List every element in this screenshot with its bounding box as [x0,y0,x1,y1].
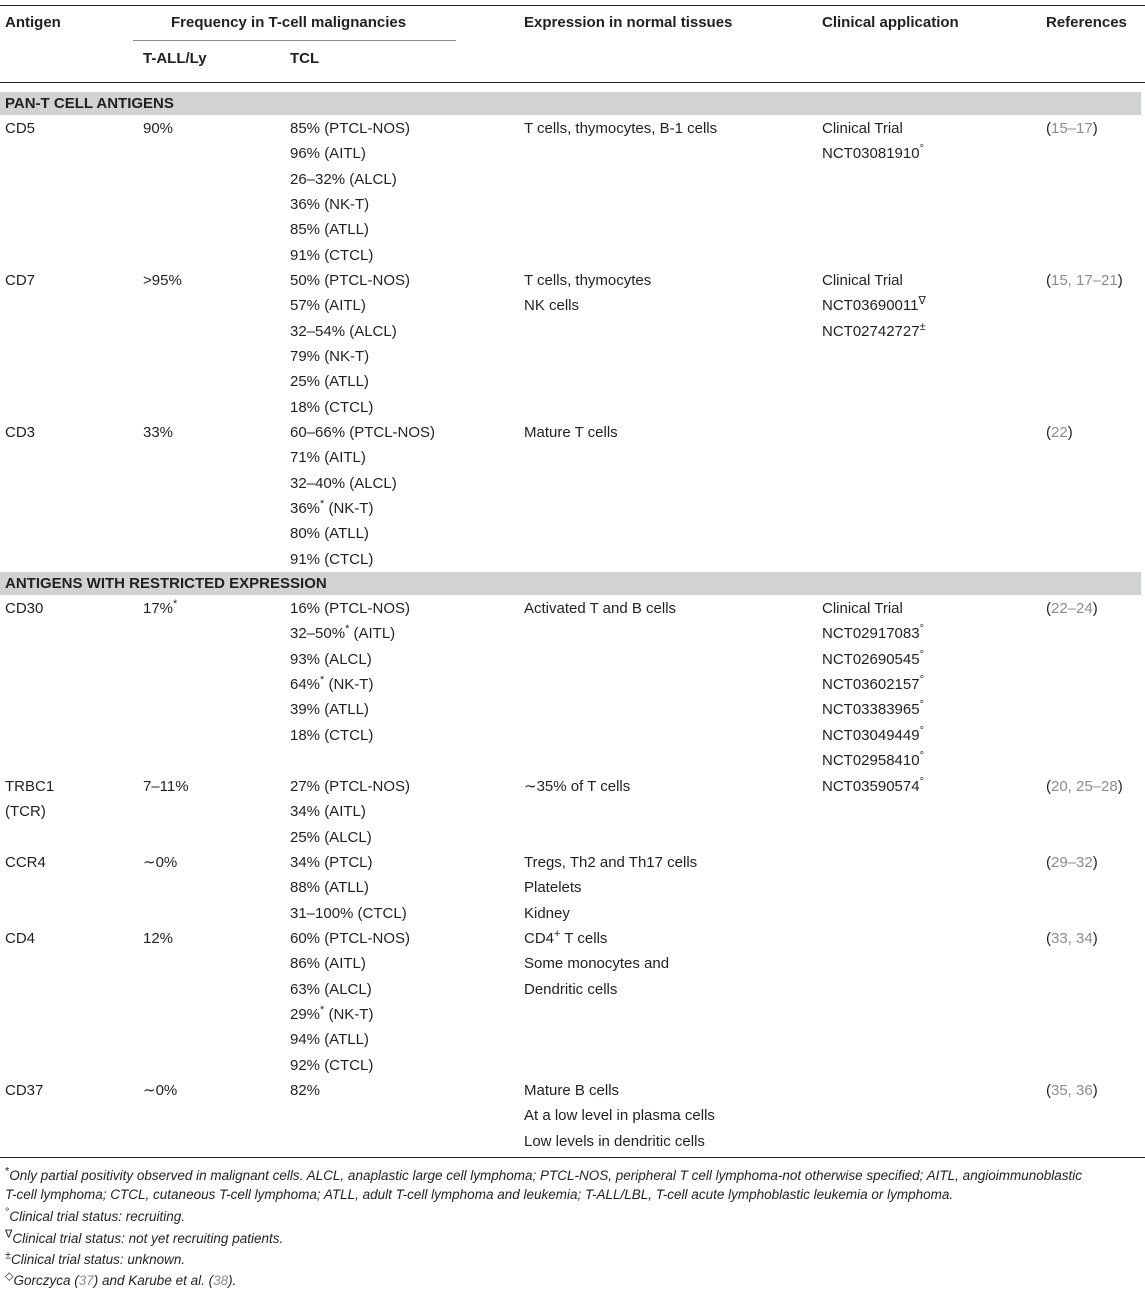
tcl-frequency: 34% (AITL) [290,803,366,821]
tall-frequency: 90% [143,120,174,137]
reference-list[interactable]: (22) [1046,424,1073,441]
normal-tissue-expression: ∼35% of T cells [524,778,631,795]
tcl-frequency: 86% (AITL) [290,955,366,973]
normal-tissue-expression: Low levels in dendritic cells [524,1132,705,1150]
reference-list[interactable]: (35, 36) [1046,1082,1098,1099]
clinical-trial-entry: Clinical Trial [822,600,903,617]
tcl-frequency: 27% (PTCL-NOS) [290,778,411,795]
footnote: T-cell lymphoma; CTCL, cutaneous T-cell lymphoma; ATLL, adult T-cell lymphoma and leukemia; T-ALL/LBL, T-cell acute lymphoblastic leukemia or lymphoma. [5,1187,954,1202]
section-header-pan-t: PAN-T CELL ANTIGENS [0,92,1141,115]
tall-frequency: ∼0% [143,854,178,871]
trial-status-mark: ° [919,749,924,762]
normal-tissue-expression: At a low level in plasma cells [524,1107,715,1125]
header-frequency: Frequency in T-cell malignancies [171,14,407,31]
trial-status-mark: ∇ [918,295,926,308]
tcl-frequency: 34% (PTCL) [290,854,373,871]
tcl-frequency: 88% (ATLL) [290,879,369,897]
tcl-frequency: 32–54% (ALCL) [290,322,397,340]
reference-list[interactable]: (15–17) [1046,120,1098,137]
antigen-name: CD4 [5,930,36,947]
normal-tissue-expression: Dendritic cells [524,980,618,998]
header-antigen: Antigen [5,14,61,31]
header-tcl: TCL [290,50,320,67]
normal-tissue-expression: Kidney [524,904,570,922]
antigen-name: CD3 [5,424,36,441]
reference-list[interactable]: (33, 34) [1046,930,1098,947]
tcl-frequency: 93% (ALCL) [290,650,372,668]
clinical-trial-entry: NCT02917083° [822,623,924,643]
header-tall: T-ALL/Ly [143,50,207,67]
tcl-frequency: 32–50%* (AITL) [290,623,396,643]
tcl-frequency: 85% (ATLL) [290,221,369,239]
normal-tissue-expression: Tregs, Th2 and Th17 cells [524,854,698,871]
trial-status-mark: ° [919,724,924,737]
normal-tissue-expression: Some monocytes and [524,955,670,973]
tcl-frequency: 18% (CTCL) [290,398,374,416]
tcl-frequency: 71% (AITL) [290,449,366,467]
tcl-frequency: 82% [290,1082,321,1099]
normal-tissue-expression: T cells, thymocytes [524,272,652,289]
header-bottom-rule [0,82,1145,83]
trial-status-mark: ° [919,699,924,712]
tcl-frequency: 96% (AITL) [290,145,366,163]
trial-status-mark: ° [919,623,924,636]
footnote: ◇Gorczyca (37) and Karube et al. (38). [5,1270,237,1288]
header-clinical: Clinical application [822,14,959,31]
tcl-frequency: 39% (ATLL) [290,701,369,719]
reference-list[interactable]: (29–32) [1046,854,1098,871]
tcl-frequency: 92% (CTCL) [290,1056,374,1074]
trial-status-mark: ° [919,776,924,788]
tall-frequency: 33% [143,424,174,441]
normal-tissue-expression: T cells, thymocytes, B-1 cells [524,120,718,137]
reference-list[interactable]: (15, 17–21) [1046,272,1123,289]
tcl-frequency: 18% (CTCL) [290,726,374,744]
tcl-frequency: 60–66% (PTCL-NOS) [290,424,436,441]
footnote: *Only partial positivity observed in malignant cells. ALCL, anaplastic large cell lymphoma; PTCL-NOS, peripheral T cell lymphoma-not otherwise specified; AITL, angioimmunoblastic [5,1165,1082,1183]
tcl-frequency: 79% (NK-T) [290,347,370,365]
antigen-name: CD5 [5,120,36,137]
clinical-trial-entry: NCT03602157° [822,673,924,693]
trial-status-mark: ° [919,143,924,156]
tcl-frequency: 31–100% (CTCL) [290,904,407,922]
frequency-underline [133,40,456,41]
antigen-name: CD37 [5,1082,44,1099]
footnote: ±Clinical trial status: unknown. [5,1249,186,1267]
tcl-frequency: 26–32% (ALCL) [290,170,397,188]
footnote: ∇Clinical trial status: not yet recruiting patients. [5,1228,284,1246]
tcl-frequency: 25% (ALCL) [290,828,372,846]
tcl-frequency: 36%* (NK-T) [290,497,374,517]
tall-frequency: 7–11% [143,778,189,795]
tcl-frequency: 91% (CTCL) [290,550,374,568]
antigen-name: CD7 [5,272,36,289]
clinical-trial-entry: Clinical Trial [822,272,903,289]
reference-list[interactable]: (22–24) [1046,600,1098,617]
tcl-frequency: 16% (PTCL-NOS) [290,600,411,617]
tcl-frequency: 57% (AITL) [290,297,366,315]
tall-frequency: 17%* [143,598,178,617]
tall-frequency: ∼0% [143,1082,178,1099]
clinical-trial-entry: NCT02958410° [822,749,924,769]
clinical-trial-entry: NCT02690545° [822,648,924,668]
tall-frequency: >95% [143,272,182,289]
footnote: °Clinical trial status: recruiting. [5,1206,185,1224]
header-references: References [1046,14,1127,31]
clinical-trial-entry: NCT03590574° [822,776,924,795]
table-bottom-rule [0,1157,1145,1158]
normal-tissue-expression: CD4+ T cells [524,928,608,947]
normal-tissue-expression: NK cells [524,297,580,315]
tall-frequency: 12% [143,930,174,947]
clinical-trial-entry: NCT03690011∇ [822,295,926,315]
tcl-frequency: 29%* (NK-T) [290,1003,374,1023]
tcl-frequency: 64%* (NK-T) [290,673,374,693]
tcl-frequency: 85% (PTCL-NOS) [290,120,411,137]
clinical-trial-entry: Clinical Trial [822,120,903,137]
clinical-trial-entry: NCT03383965° [822,699,924,719]
antigen-name: CCR4 [5,854,46,871]
tcl-frequency: 80% (ATLL) [290,525,369,543]
tcl-frequency: 60% (PTCL-NOS) [290,930,411,947]
section-header-restricted: ANTIGENS WITH RESTRICTED EXPRESSION [0,572,1141,595]
tcl-frequency: 63% (ALCL) [290,980,372,998]
trial-status-mark: ° [919,648,924,661]
clinical-trial-entry: NCT02742727± [822,320,926,340]
clinical-trial-entry: NCT03081910° [822,143,924,163]
tcl-frequency: 25% (ATLL) [290,373,369,391]
tcl-frequency: 94% (ATLL) [290,1031,369,1049]
normal-tissue-expression: Platelets [524,879,582,897]
tcl-frequency: 50% (PTCL-NOS) [290,272,411,289]
reference-list[interactable]: (20, 25–28) [1046,778,1123,795]
tcl-frequency: 91% (CTCL) [290,246,374,264]
normal-tissue-expression: Activated T and B cells [524,600,677,617]
normal-tissue-expression: Mature T cells [524,424,618,441]
antigen-name: (TCR) [5,803,46,821]
tcl-frequency: 32–40% (ALCL) [290,474,397,492]
normal-tissue-expression: Mature B cells [524,1082,620,1099]
antigen-name: CD30 [5,600,44,617]
tcl-frequency: 36% (NK-T) [290,195,370,213]
trial-status-mark: ° [919,673,924,686]
trial-status-mark: ± [919,320,926,333]
clinical-trial-entry: NCT03049449° [822,724,924,744]
table-top-rule [0,5,1145,6]
antigen-name: TRBC1 [5,778,55,795]
header-expression: Expression in normal tissues [524,14,733,31]
